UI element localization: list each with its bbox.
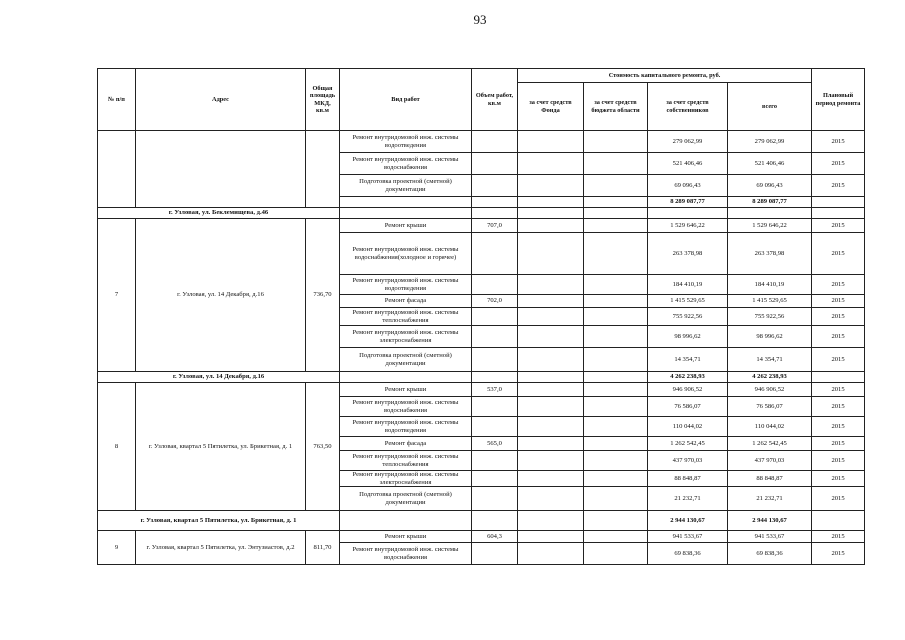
row-fund bbox=[518, 531, 584, 543]
row-budget bbox=[584, 197, 648, 208]
row-total: 1 415 529,65 bbox=[728, 295, 812, 308]
header-regional-budget: за счет средств бюджета области bbox=[584, 83, 648, 131]
row-area: 811,70 bbox=[306, 531, 340, 565]
row-work bbox=[340, 197, 472, 208]
row-budget bbox=[584, 208, 648, 219]
row-work: Ремонт внутридомовой инж. системы электроснабжения bbox=[340, 471, 472, 487]
row-volume: 565,0 bbox=[472, 437, 518, 451]
row-budget bbox=[584, 511, 648, 531]
row-owners: 21 232,71 bbox=[648, 487, 728, 511]
row-total: 1 262 542,45 bbox=[728, 437, 812, 451]
row-volume: 707,0 bbox=[472, 219, 518, 233]
row-volume bbox=[472, 451, 518, 471]
row-period bbox=[812, 372, 865, 383]
row-owners: 14 354,71 bbox=[648, 348, 728, 372]
row-total: 184 410,19 bbox=[728, 275, 812, 295]
subtotal-address: г. Узловая, ул. Беклемищева, д.46 bbox=[98, 208, 340, 219]
row-budget bbox=[584, 543, 648, 565]
row-period: 2015 bbox=[812, 219, 865, 233]
row-budget bbox=[584, 372, 648, 383]
row-work: Ремонт крыши bbox=[340, 531, 472, 543]
row-fund bbox=[518, 383, 584, 397]
row-address: г. Узловая, квартал 5 Пятилетка, ул. Брикетная, д. 1 bbox=[136, 383, 306, 511]
row-volume bbox=[472, 511, 518, 531]
header-owners: за счет средств собственников bbox=[648, 83, 728, 131]
row-fund bbox=[518, 348, 584, 372]
row-work: Ремонт фасада bbox=[340, 295, 472, 308]
row-fund bbox=[518, 308, 584, 326]
row-work: Ремонт внутридомовой инж. системы водоснабжения bbox=[340, 397, 472, 417]
row-fund bbox=[518, 372, 584, 383]
row-fund bbox=[518, 417, 584, 437]
row-address: г. Узловая, ул. 14 Декабря, д.16 bbox=[136, 219, 306, 372]
table-row bbox=[98, 219, 865, 233]
header-work-type: Вид работ bbox=[340, 69, 472, 131]
row-budget bbox=[584, 471, 648, 487]
row-fund bbox=[518, 397, 584, 417]
row-period: 2015 bbox=[812, 295, 865, 308]
row-owners: 1 262 542,45 bbox=[648, 437, 728, 451]
row-total: 1 529 646,22 bbox=[728, 219, 812, 233]
row-owners: 1 529 646,22 bbox=[648, 219, 728, 233]
row-volume: 702,0 bbox=[472, 295, 518, 308]
row-volume bbox=[472, 233, 518, 275]
row-total bbox=[728, 208, 812, 219]
row-area: 763,50 bbox=[306, 383, 340, 511]
row-total: 279 062,99 bbox=[728, 131, 812, 153]
row-work bbox=[340, 208, 472, 219]
row-total: 69 838,36 bbox=[728, 543, 812, 565]
row-period bbox=[812, 511, 865, 531]
row-fund bbox=[518, 233, 584, 275]
row-volume bbox=[472, 326, 518, 348]
row-period: 2015 bbox=[812, 308, 865, 326]
row-total-subtotal: 4 262 238,93 bbox=[728, 372, 812, 383]
row-period bbox=[812, 208, 865, 219]
table-row bbox=[98, 131, 865, 153]
row-fund bbox=[518, 219, 584, 233]
row-fund bbox=[518, 326, 584, 348]
row-work: Ремонт внутридомовой инж. системы водоснабжения(холодное и горячее) bbox=[340, 233, 472, 275]
row-total: 755 922,56 bbox=[728, 308, 812, 326]
row-work: Ремонт крыши bbox=[340, 383, 472, 397]
page-number: 93 bbox=[473, 12, 487, 27]
row-work: Ремонт внутридомовой инж. системы теплоснабжения bbox=[340, 451, 472, 471]
table-row-subtotal bbox=[98, 511, 865, 531]
row-budget bbox=[584, 295, 648, 308]
row-budget bbox=[584, 487, 648, 511]
row-period: 2015 bbox=[812, 153, 865, 175]
row-period: 2015 bbox=[812, 437, 865, 451]
row-fund bbox=[518, 451, 584, 471]
row-owners: 279 062,99 bbox=[648, 131, 728, 153]
row-volume bbox=[472, 348, 518, 372]
row-work: Ремонт внутридомовой инж. системы электроснабжения bbox=[340, 326, 472, 348]
row-budget bbox=[584, 275, 648, 295]
row-period: 2015 bbox=[812, 348, 865, 372]
row-work: Ремонт внутридомовой инж. системы водоснабжения bbox=[340, 543, 472, 565]
row-period bbox=[812, 197, 865, 208]
row-owners: 437 970,03 bbox=[648, 451, 728, 471]
row-budget bbox=[584, 308, 648, 326]
row-owners: 521 406,46 bbox=[648, 153, 728, 175]
row-work: Ремонт внутридомовой инж. системы водоотведения bbox=[340, 131, 472, 153]
row-owners: 755 922,56 bbox=[648, 308, 728, 326]
row-period: 2015 bbox=[812, 451, 865, 471]
row-area: 736,70 bbox=[306, 219, 340, 372]
row-total: 946 906,52 bbox=[728, 383, 812, 397]
row-total: 88 848,87 bbox=[728, 471, 812, 487]
row-budget bbox=[584, 219, 648, 233]
row-work: Ремонт внутридомовой инж. системы теплоснабжения bbox=[340, 308, 472, 326]
row-fund bbox=[518, 197, 584, 208]
row-owners: 69 096,43 bbox=[648, 175, 728, 197]
row-owners: 76 586,07 bbox=[648, 397, 728, 417]
row-owners-subtotal: 8 289 087,77 bbox=[648, 197, 728, 208]
row-volume bbox=[472, 131, 518, 153]
subtotal-address: г. Узловая, квартал 5 Пятилетка, ул. Брикетная, д. 1 bbox=[98, 511, 340, 531]
row-volume bbox=[472, 175, 518, 197]
row-total: 521 406,46 bbox=[728, 153, 812, 175]
row-work: Подготовка проектной (сметной) документации bbox=[340, 487, 472, 511]
row-owners: 69 838,36 bbox=[648, 543, 728, 565]
table-row-subtotal bbox=[98, 208, 865, 219]
row-volume bbox=[472, 417, 518, 437]
row-total: 14 354,71 bbox=[728, 348, 812, 372]
row-volume bbox=[472, 487, 518, 511]
row-period: 2015 bbox=[812, 531, 865, 543]
row-budget bbox=[584, 348, 648, 372]
row-volume bbox=[472, 197, 518, 208]
table-row bbox=[98, 383, 865, 397]
row-work: Подготовка проектной (сметной) документации bbox=[340, 348, 472, 372]
row-period: 2015 bbox=[812, 131, 865, 153]
row-total: 263 378,98 bbox=[728, 233, 812, 275]
row-volume bbox=[472, 275, 518, 295]
row-volume bbox=[472, 471, 518, 487]
row-work: Ремонт внутридомовой инж. системы водоотведения bbox=[340, 417, 472, 437]
row-area bbox=[306, 131, 340, 208]
row-total-subtotal: 8 289 087,77 bbox=[728, 197, 812, 208]
row-fund bbox=[518, 487, 584, 511]
row-fund bbox=[518, 471, 584, 487]
row-owners-subtotal: 4 262 238,93 bbox=[648, 372, 728, 383]
table-row bbox=[98, 531, 865, 543]
row-period: 2015 bbox=[812, 275, 865, 295]
row-fund bbox=[518, 511, 584, 531]
row-period: 2015 bbox=[812, 397, 865, 417]
row-period: 2015 bbox=[812, 383, 865, 397]
row-period: 2015 bbox=[812, 233, 865, 275]
repair-cost-table bbox=[97, 68, 865, 565]
row-total: 76 586,07 bbox=[728, 397, 812, 417]
row-total: 21 232,71 bbox=[728, 487, 812, 511]
header-cost-group: Стоимость капитального ремонта, руб. bbox=[518, 69, 812, 83]
row-owners: 941 533,67 bbox=[648, 531, 728, 543]
row-total: 941 533,67 bbox=[728, 531, 812, 543]
header-total: всего bbox=[728, 83, 812, 131]
row-volume bbox=[472, 397, 518, 417]
row-num: 7 bbox=[98, 219, 136, 372]
row-work: Ремонт внутридомовой инж. системы водоснабжения bbox=[340, 153, 472, 175]
row-owners: 946 906,52 bbox=[648, 383, 728, 397]
row-num bbox=[98, 131, 136, 208]
row-num: 9 bbox=[98, 531, 136, 565]
row-fund bbox=[518, 295, 584, 308]
row-volume bbox=[472, 208, 518, 219]
header-address: Адрес bbox=[136, 69, 306, 131]
row-work: Подготовка проектной (сметной) документации bbox=[340, 175, 472, 197]
subtotal-address: г. Узловая, ул. 14 Декабря, д.16 bbox=[98, 372, 340, 383]
row-period: 2015 bbox=[812, 175, 865, 197]
row-budget bbox=[584, 326, 648, 348]
row-work: Ремонт фасада bbox=[340, 437, 472, 451]
row-owners bbox=[648, 208, 728, 219]
row-work: Ремонт крыши bbox=[340, 219, 472, 233]
row-work: Ремонт внутридомовой инж. системы водоотведения bbox=[340, 275, 472, 295]
row-volume bbox=[472, 153, 518, 175]
row-volume: 604,3 bbox=[472, 531, 518, 543]
row-budget bbox=[584, 417, 648, 437]
row-volume: 537,0 bbox=[472, 383, 518, 397]
row-address bbox=[136, 131, 306, 208]
row-period: 2015 bbox=[812, 326, 865, 348]
row-work bbox=[340, 372, 472, 383]
row-budget bbox=[584, 383, 648, 397]
row-owners: 88 848,87 bbox=[648, 471, 728, 487]
row-owners: 98 996,62 bbox=[648, 326, 728, 348]
row-budget bbox=[584, 175, 648, 197]
row-period: 2015 bbox=[812, 471, 865, 487]
row-fund bbox=[518, 175, 584, 197]
row-budget bbox=[584, 131, 648, 153]
row-fund bbox=[518, 131, 584, 153]
row-period: 2015 bbox=[812, 543, 865, 565]
header-num: № п/п bbox=[98, 69, 136, 131]
header-fund: за счет средств Фонда bbox=[518, 83, 584, 131]
row-address: г. Узловая, квартал 5 Пятилетка, ул. Энтузиастов, д.2 bbox=[136, 531, 306, 565]
row-volume bbox=[472, 308, 518, 326]
header-area: Общая площадь МКД, кв.м bbox=[306, 69, 340, 131]
row-fund bbox=[518, 208, 584, 219]
row-work bbox=[340, 511, 472, 531]
row-total-subtotal: 2 944 130,67 bbox=[728, 511, 812, 531]
row-fund bbox=[518, 153, 584, 175]
row-total: 69 096,43 bbox=[728, 175, 812, 197]
row-fund bbox=[518, 437, 584, 451]
row-volume bbox=[472, 543, 518, 565]
row-owners: 1 415 529,65 bbox=[648, 295, 728, 308]
row-owners-subtotal: 2 944 130,67 bbox=[648, 511, 728, 531]
row-owners: 263 378,98 bbox=[648, 233, 728, 275]
table-row-subtotal bbox=[98, 372, 865, 383]
row-budget bbox=[584, 437, 648, 451]
row-total: 98 996,62 bbox=[728, 326, 812, 348]
row-budget bbox=[584, 153, 648, 175]
row-total: 110 044,02 bbox=[728, 417, 812, 437]
row-fund bbox=[518, 275, 584, 295]
row-num: 8 bbox=[98, 383, 136, 511]
row-period: 2015 bbox=[812, 417, 865, 437]
row-owners: 110 044,02 bbox=[648, 417, 728, 437]
row-period: 2015 bbox=[812, 487, 865, 511]
header-volume: Объем работ, кв.м bbox=[472, 69, 518, 131]
row-budget bbox=[584, 531, 648, 543]
row-budget bbox=[584, 233, 648, 275]
row-fund bbox=[518, 543, 584, 565]
row-owners: 184 410,19 bbox=[648, 275, 728, 295]
row-volume bbox=[472, 372, 518, 383]
row-budget bbox=[584, 451, 648, 471]
header-period: Плановый период ремонта bbox=[812, 69, 865, 131]
row-total: 437 970,03 bbox=[728, 451, 812, 471]
row-budget bbox=[584, 397, 648, 417]
